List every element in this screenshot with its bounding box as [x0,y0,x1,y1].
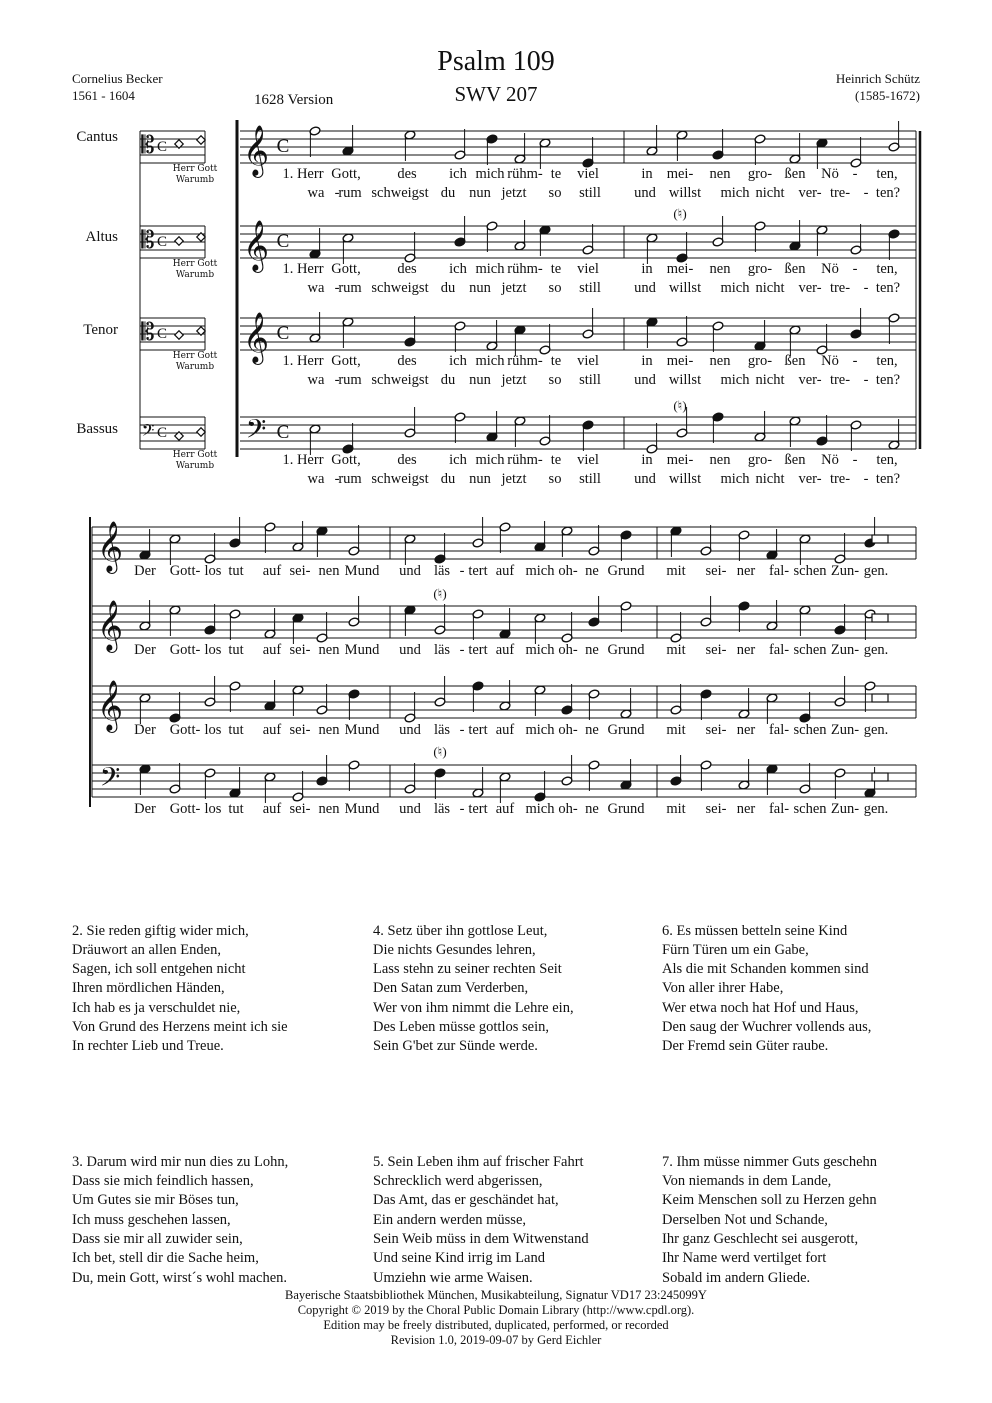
lyric-syllable: jetzt [501,280,527,296]
lyric-syllable: viel [577,452,599,468]
treble-clef: 𝄞 [96,600,124,651]
lyric-syllable: - [459,563,465,579]
lyric-syllable: nen [318,801,340,817]
footer-copyright: Copyright © 2019 by the Choral Public Domain Library (http://www.cpdl.org). [297,1303,695,1317]
final-note [872,694,888,702]
voice-name-tenor: Tenor [83,322,118,338]
lyric-syllable: - [863,471,869,487]
lyric-syllable: mich [475,261,505,277]
lyric-syllable: auf [495,722,515,738]
verse-7: 7. Ihm müsse nimmer Guts geschehn Von niemands in dem Lande, Keim Menschen soll zu Herzen gehn Derselben Not und Schande, Ihr ganz Geschlecht sei ausgerott, Ihr Name werd vertilget fort Sobald im andern Gliede. [662,1153,878,1286]
lyric-syllable: schweigst [371,471,429,487]
lyric-syllable: Der [134,801,156,817]
lyric-syllable: - [852,166,858,182]
page-title: Psalm 109 [437,46,555,77]
lyric-syllable: rühm- [507,261,543,277]
lyric-syllable: Grund [607,801,645,817]
lyric-syllable: Nö [821,261,839,277]
lyric-syllable: te [550,166,562,182]
lyric-syllable: Gott, [331,166,361,182]
lyric-syllable: des [397,353,417,369]
lyric-syllable: Gott, [331,261,361,277]
lyric-syllable: - [334,185,340,201]
lyric-syllable: gro- [747,166,773,182]
lyric-syllable: nun [469,372,491,388]
verse-3: 3. Darum wird mir nun dies zu Lohn, Dass sie mich feindlich hassen, Um Gutes sie mir Böses tun, Ich muss geschehen lassen, Dass sie mir all zuwider sein, Ich bet, stell dir die Sache heim, Du, mein Gott, wirst´s wohl machen. [72,1153,289,1286]
lyric-syllable: sei- [705,801,727,817]
lyric-syllable: tert [468,801,488,817]
lyric-syllable: und [399,642,421,658]
incipit-word: Herr Gott [172,450,218,460]
lyric-syllable: in [641,452,653,468]
lyric-syllable: mich [720,185,750,201]
lyric-syllable: gro- [747,353,773,369]
lyric-syllable: und [634,471,656,487]
lyric-syllable: ne [585,563,599,579]
lyric-syllable: Zun- [830,801,860,817]
lyric-syllable: ten, [876,452,898,468]
footer-revision: Revision 1.0, 2019-09-07 by Gerd Eichler [390,1333,602,1347]
lyric-syllable: wa [307,372,325,388]
lyric-syllable: Mund [344,722,380,738]
lyric-syllable: mich [475,452,505,468]
lyric-syllable: 1. Herr [282,452,324,468]
incipit-word: Herr Gott [172,259,218,269]
incipit-word: Warumb [175,362,215,372]
lyric-syllable: tut [228,563,244,579]
lyric-syllable: willst [668,372,702,388]
verse-4: 4. Setz über ihn gottlose Leut, Die nichts Gesundes lehren, Lass stehn zu seiner rechten Seit Den Satan zum Verderben, Wer von ihm nimmt die Lehre ein, Des Leben müsse gottlos sein, Sein G'bet zur Sünde werde. [373,922,574,1055]
incipit-clef: 𝄢 [141,420,155,444]
incipit-clef: 𝄡 [141,318,155,346]
lyric-syllable: Gott- [169,642,201,658]
footer-license: Edition may be freely distributed, duplicated, performed, or recorded [323,1318,669,1332]
lyric-syllable: tert [468,642,488,658]
lyric-syllable: fal- [768,563,790,579]
lyric-syllable: mit [666,642,686,658]
lyric-syllable: läs [433,642,451,658]
incipit-word: Warumb [175,461,215,471]
lyric-syllable: mich [525,642,555,658]
lyric-syllable: auf [262,801,282,817]
lyric-syllable: wa [307,471,325,487]
lyric-syllable: jetzt [501,471,527,487]
lyric-syllable: nen [318,722,340,738]
lyric-syllable: oh- [558,801,578,817]
treble-clef: 𝄞 [242,220,270,271]
lyric-syllable: te [550,353,562,369]
editorial-natural: (♮) [673,398,687,413]
lyric-syllable: Mund [344,642,380,658]
lyric-syllable: ßen [784,452,806,468]
incipit-time: C [156,425,168,441]
lyric-syllable: in [641,353,653,369]
lyric-syllable: in [641,261,653,277]
lyric-syllable: so [548,185,562,201]
lyric-syllable: oh- [558,722,578,738]
incipit-time: C [156,139,168,155]
lyric-syllable: ne [585,642,599,658]
composer-dates: (1585-1672) [855,88,920,103]
lyric-syllable: sei- [289,722,311,738]
lyric-syllable: - [459,801,465,817]
lyric-syllable: schweigst [371,372,429,388]
lyric-syllable: tert [468,563,488,579]
lyric-syllable: schweigst [371,185,429,201]
lyric-syllable: tre- [829,185,851,201]
lyric-syllable: in [641,166,653,182]
verse-5: 5. Sein Leben ihm auf frischer Fahrt Schrecklich werd abgerissen, Das Amt, das er geschändet hat, Ein andern werden müsse, Sein Weib müss in dem Witwenstand Und seine Kind irrig im Land Umziehn wie arme Waisen. [373,1153,589,1286]
lyric-syllable: - [863,372,869,388]
lyric-syllable: fal- [768,801,790,817]
lyric-syllable: rum [338,185,362,201]
lyric-syllable: wa [307,185,325,201]
lyric-syllable: oh- [558,563,578,579]
lyric-syllable: - [334,280,340,296]
lyric-syllable: Der [134,722,156,738]
lyric-syllable: so [548,372,562,388]
lyric-syllable: schweigst [371,280,429,296]
final-note [872,535,888,543]
lyric-syllable: nun [469,280,491,296]
lyric-syllable: ten, [876,166,898,182]
lyric-syllable: nun [469,185,491,201]
common-time: C [276,422,290,443]
lyric-syllable: ver- [798,280,822,296]
footer-source: Bayerische Staatsbibliothek München, Musikabteilung, Signatur VD17 23:245099Y [285,1288,707,1302]
lyric-syllable: mich [525,563,555,579]
lyric-syllable: schen [793,642,827,658]
poet-dates: 1561 - 1604 [72,88,135,103]
lyric-syllable: jetzt [501,372,527,388]
lyric-syllable: viel [577,353,599,369]
lyric-syllable: Der [134,563,156,579]
lyric-syllable: ner [736,563,756,579]
lyric-syllable: mei- [666,261,694,277]
lyric-syllable: ten? [875,372,901,388]
lyric-syllable: nen [709,452,731,468]
lyric-syllable: 1. Herr [282,166,324,182]
lyric-syllable: - [852,353,858,369]
lyric-syllable: sei- [705,722,727,738]
lyric-syllable: jetzt [501,185,527,201]
lyric-syllable: te [550,452,562,468]
incipit-note [197,136,205,144]
verses-column-2 [373,883,589,1346]
lyric-syllable: wa [307,280,325,296]
lyric-syllable: ten, [876,353,898,369]
incipit-time: C [156,234,168,250]
lyric-syllable: und [634,372,656,388]
lyric-syllable: rum [338,471,362,487]
lyric-syllable: ten? [875,471,901,487]
lyric-syllable: läs [433,801,451,817]
lyric-syllable: sei- [289,801,311,817]
lyric-syllable: ßen [784,261,806,277]
lyric-syllable: willst [668,185,702,201]
incipit-note [175,331,183,339]
treble-clef: 𝄞 [242,125,270,176]
lyric-syllable: tut [228,722,244,738]
lyric-syllable: nun [469,471,491,487]
lyric-syllable: Mund [344,563,380,579]
lyric-syllable: auf [262,563,282,579]
lyric-syllable: sei- [289,642,311,658]
editorial-natural: (♮) [433,586,447,601]
incipit-note [175,237,183,245]
lyric-syllable: du [440,185,456,201]
lyric-syllable: mich [720,471,750,487]
lyric-syllable: des [397,452,417,468]
lyric-syllable: ver- [798,471,822,487]
verse-6: 6. Es müssen betteln seine Kind Fürn Türen um ein Gabe, Als die mit Schanden kommen sind Von aller ihrer Habe, Wer etwa noch hat Hof und Haus, Den saug der Wuchrer vollends aus, Der Fremd sein Güter raube. [662,922,872,1055]
lyric-syllable: und [634,185,656,201]
lyric-syllable: auf [495,563,515,579]
lyric-syllable: läs [433,563,451,579]
lyric-syllable: Grund [607,563,645,579]
lyric-syllable: tre- [829,280,851,296]
lyric-syllable: - [334,471,340,487]
verse-2: 2. Sie reden giftig wider mich, Dräuwort an allen Enden, Sagen, ich soll entgehen nicht Ihren mördlichen Händen, Ich hab es ja verschuldet nie, Von Grund des Herzens meint ich sie In rechter Lieb und Treue. [72,922,288,1055]
lyric-syllable: und [399,563,421,579]
lyric-syllable: Grund [607,722,645,738]
lyric-syllable: ich [449,452,467,468]
lyric-syllable: mich [525,722,555,738]
lyric-syllable: rühm- [507,452,543,468]
lyric-syllable: Zun- [830,642,860,658]
lyric-syllable: Zun- [830,563,860,579]
lyric-syllable: mit [666,722,686,738]
incipit-time: C [156,326,168,342]
lyric-syllable: - [852,261,858,277]
lyric-syllable: mei- [666,353,694,369]
lyric-syllable: ner [736,801,756,817]
lyric-syllable: und [634,280,656,296]
lyric-syllable: rühm- [507,353,543,369]
lyric-syllable: schen [793,722,827,738]
lyric-syllable: sei- [705,642,727,658]
version-label: 1628 Version [254,92,334,108]
lyric-syllable: ten? [875,280,901,296]
lyric-syllable: Nö [821,353,839,369]
lyric-syllable: schen [793,801,827,817]
lyric-syllable: tre- [829,471,851,487]
incipit-note [197,428,205,436]
treble-clef: 𝄞 [96,521,124,572]
lyric-syllable: - [334,372,340,388]
lyric-syllable: sei- [705,563,727,579]
lyric-syllable: tert [468,722,488,738]
lyric-syllable: gen. [863,801,889,817]
lyric-syllable: viel [577,166,599,182]
lyric-syllable: nicht [755,280,785,296]
incipit-clef: 𝄡 [141,131,155,159]
lyric-syllable: du [440,471,456,487]
lyric-syllable: still [579,280,601,296]
incipit-word: Warumb [175,175,215,185]
lyric-syllable: willst [668,280,702,296]
incipit-word: Warumb [175,270,215,280]
lyric-syllable: du [440,280,456,296]
lyric-syllable: mich [525,801,555,817]
lyric-syllable: nicht [755,471,785,487]
bass-clef: 𝄢 [99,761,121,799]
lyric-syllable: los [204,722,222,738]
lyric-syllable: - [459,642,465,658]
lyric-syllable: nen [318,563,340,579]
lyric-syllable: auf [262,642,282,658]
lyric-syllable: still [579,185,601,201]
lyric-syllable: mit [666,801,686,817]
lyric-syllable: ne [585,801,599,817]
lyric-syllable: viel [577,261,599,277]
lyric-syllable: rühm- [507,166,543,182]
lyric-syllable: mei- [666,166,694,182]
lyric-syllable: Gott- [169,722,201,738]
lyric-syllable: läs [433,722,451,738]
lyric-syllable: auf [495,642,515,658]
lyric-syllable: Gott, [331,353,361,369]
lyric-syllable: los [204,642,222,658]
voice-name-bassus: Bassus [76,421,118,437]
lyric-syllable: ten, [876,261,898,277]
lyric-syllable: tre- [829,372,851,388]
lyric-syllable: mei- [666,452,694,468]
incipit-word: Herr Gott [172,351,218,361]
lyric-syllable: ich [449,166,467,182]
lyric-syllable: und [399,722,421,738]
lyric-syllable: nen [318,642,340,658]
lyric-syllable: mich [720,280,750,296]
lyric-syllable: Gott- [169,563,201,579]
lyric-syllable: gro- [747,261,773,277]
common-time: C [276,231,290,252]
lyric-syllable: ver- [798,372,822,388]
lyric-syllable: gen. [863,563,889,579]
lyric-syllable: ne [585,722,599,738]
lyric-syllable: mich [475,353,505,369]
lyric-syllable: ßen [784,166,806,182]
lyric-syllable: rum [338,280,362,296]
voice-name-cantus: Cantus [76,129,118,145]
lyric-syllable: fal- [768,722,790,738]
lyric-syllable: du [440,372,456,388]
lyric-syllable: gen. [863,722,889,738]
lyric-syllable: auf [495,801,515,817]
editorial-natural: (♮) [433,744,447,759]
voice-name-altus: Altus [85,229,118,245]
lyric-syllable: ver- [798,185,822,201]
lyric-syllable: auf [262,722,282,738]
lyric-syllable: mich [720,372,750,388]
footer [0,1288,992,1348]
lyric-syllable: 1. Herr [282,261,324,277]
incipit-clef: 𝄡 [141,226,155,254]
lyric-syllable: te [550,261,562,277]
lyric-syllable: - [852,452,858,468]
lyric-syllable: ich [449,261,467,277]
lyric-syllable: Gott- [169,801,201,817]
lyric-syllable: nicht [755,185,785,201]
lyric-syllable: mich [475,166,505,182]
treble-clef: 𝄞 [96,680,124,731]
verses-column-3 [662,883,877,1346]
lyric-syllable: Der [134,642,156,658]
lyric-syllable: ner [736,722,756,738]
lyric-syllable: Grund [607,642,645,658]
lyric-syllable: still [579,471,601,487]
lyric-syllable: still [579,372,601,388]
lyric-syllable: 1. Herr [282,353,324,369]
bass-clef: 𝄢 [245,413,267,451]
treble-clef: 𝄞 [242,312,270,363]
common-time: C [276,323,290,344]
verses-column-1 [72,883,288,1346]
lyric-syllable: Zun- [830,722,860,738]
lyric-syllable: - [863,280,869,296]
lyric-syllable: fal- [768,642,790,658]
lyric-syllable: nen [709,261,731,277]
poet-name: Cornelius Becker [72,71,163,86]
lyric-syllable: sei- [289,563,311,579]
lyric-syllable: ßen [784,353,806,369]
final-note [872,614,888,622]
incipit-word: Herr Gott [172,164,218,174]
lyric-syllable: gen. [863,642,889,658]
lyric-syllable: willst [668,471,702,487]
lyric-syllable: und [399,801,421,817]
page-subtitle: SWV 207 [454,82,538,106]
lyric-syllable: los [204,801,222,817]
lyric-syllable: des [397,261,417,277]
lyric-syllable: des [397,166,417,182]
lyric-syllable: so [548,471,562,487]
lyric-syllable: ner [736,642,756,658]
lyric-syllable: - [863,185,869,201]
editorial-natural: (♮) [673,206,687,221]
lyric-syllable: los [204,563,222,579]
lyric-syllable: - [459,722,465,738]
lyric-syllable: tut [228,801,244,817]
lyric-syllable: mit [666,563,686,579]
lyric-syllable: so [548,280,562,296]
lyric-syllable: Nö [821,166,839,182]
common-time: C [276,136,290,157]
composer-name: Heinrich Schütz [835,71,920,86]
lyric-syllable: schen [793,563,827,579]
lyric-syllable: ten? [875,185,901,201]
final-note [872,773,888,781]
lyric-syllable: nen [709,353,731,369]
lyric-syllable: ich [449,353,467,369]
lyric-syllable: rum [338,372,362,388]
lyric-syllable: nen [709,166,731,182]
lyric-syllable: nicht [755,372,785,388]
lyric-syllable: Mund [344,801,380,817]
lyric-syllable: gro- [747,452,773,468]
lyric-syllable: Nö [821,452,839,468]
lyric-syllable: tut [228,642,244,658]
lyric-syllable: Gott, [331,452,361,468]
lyric-syllable: oh- [558,642,578,658]
